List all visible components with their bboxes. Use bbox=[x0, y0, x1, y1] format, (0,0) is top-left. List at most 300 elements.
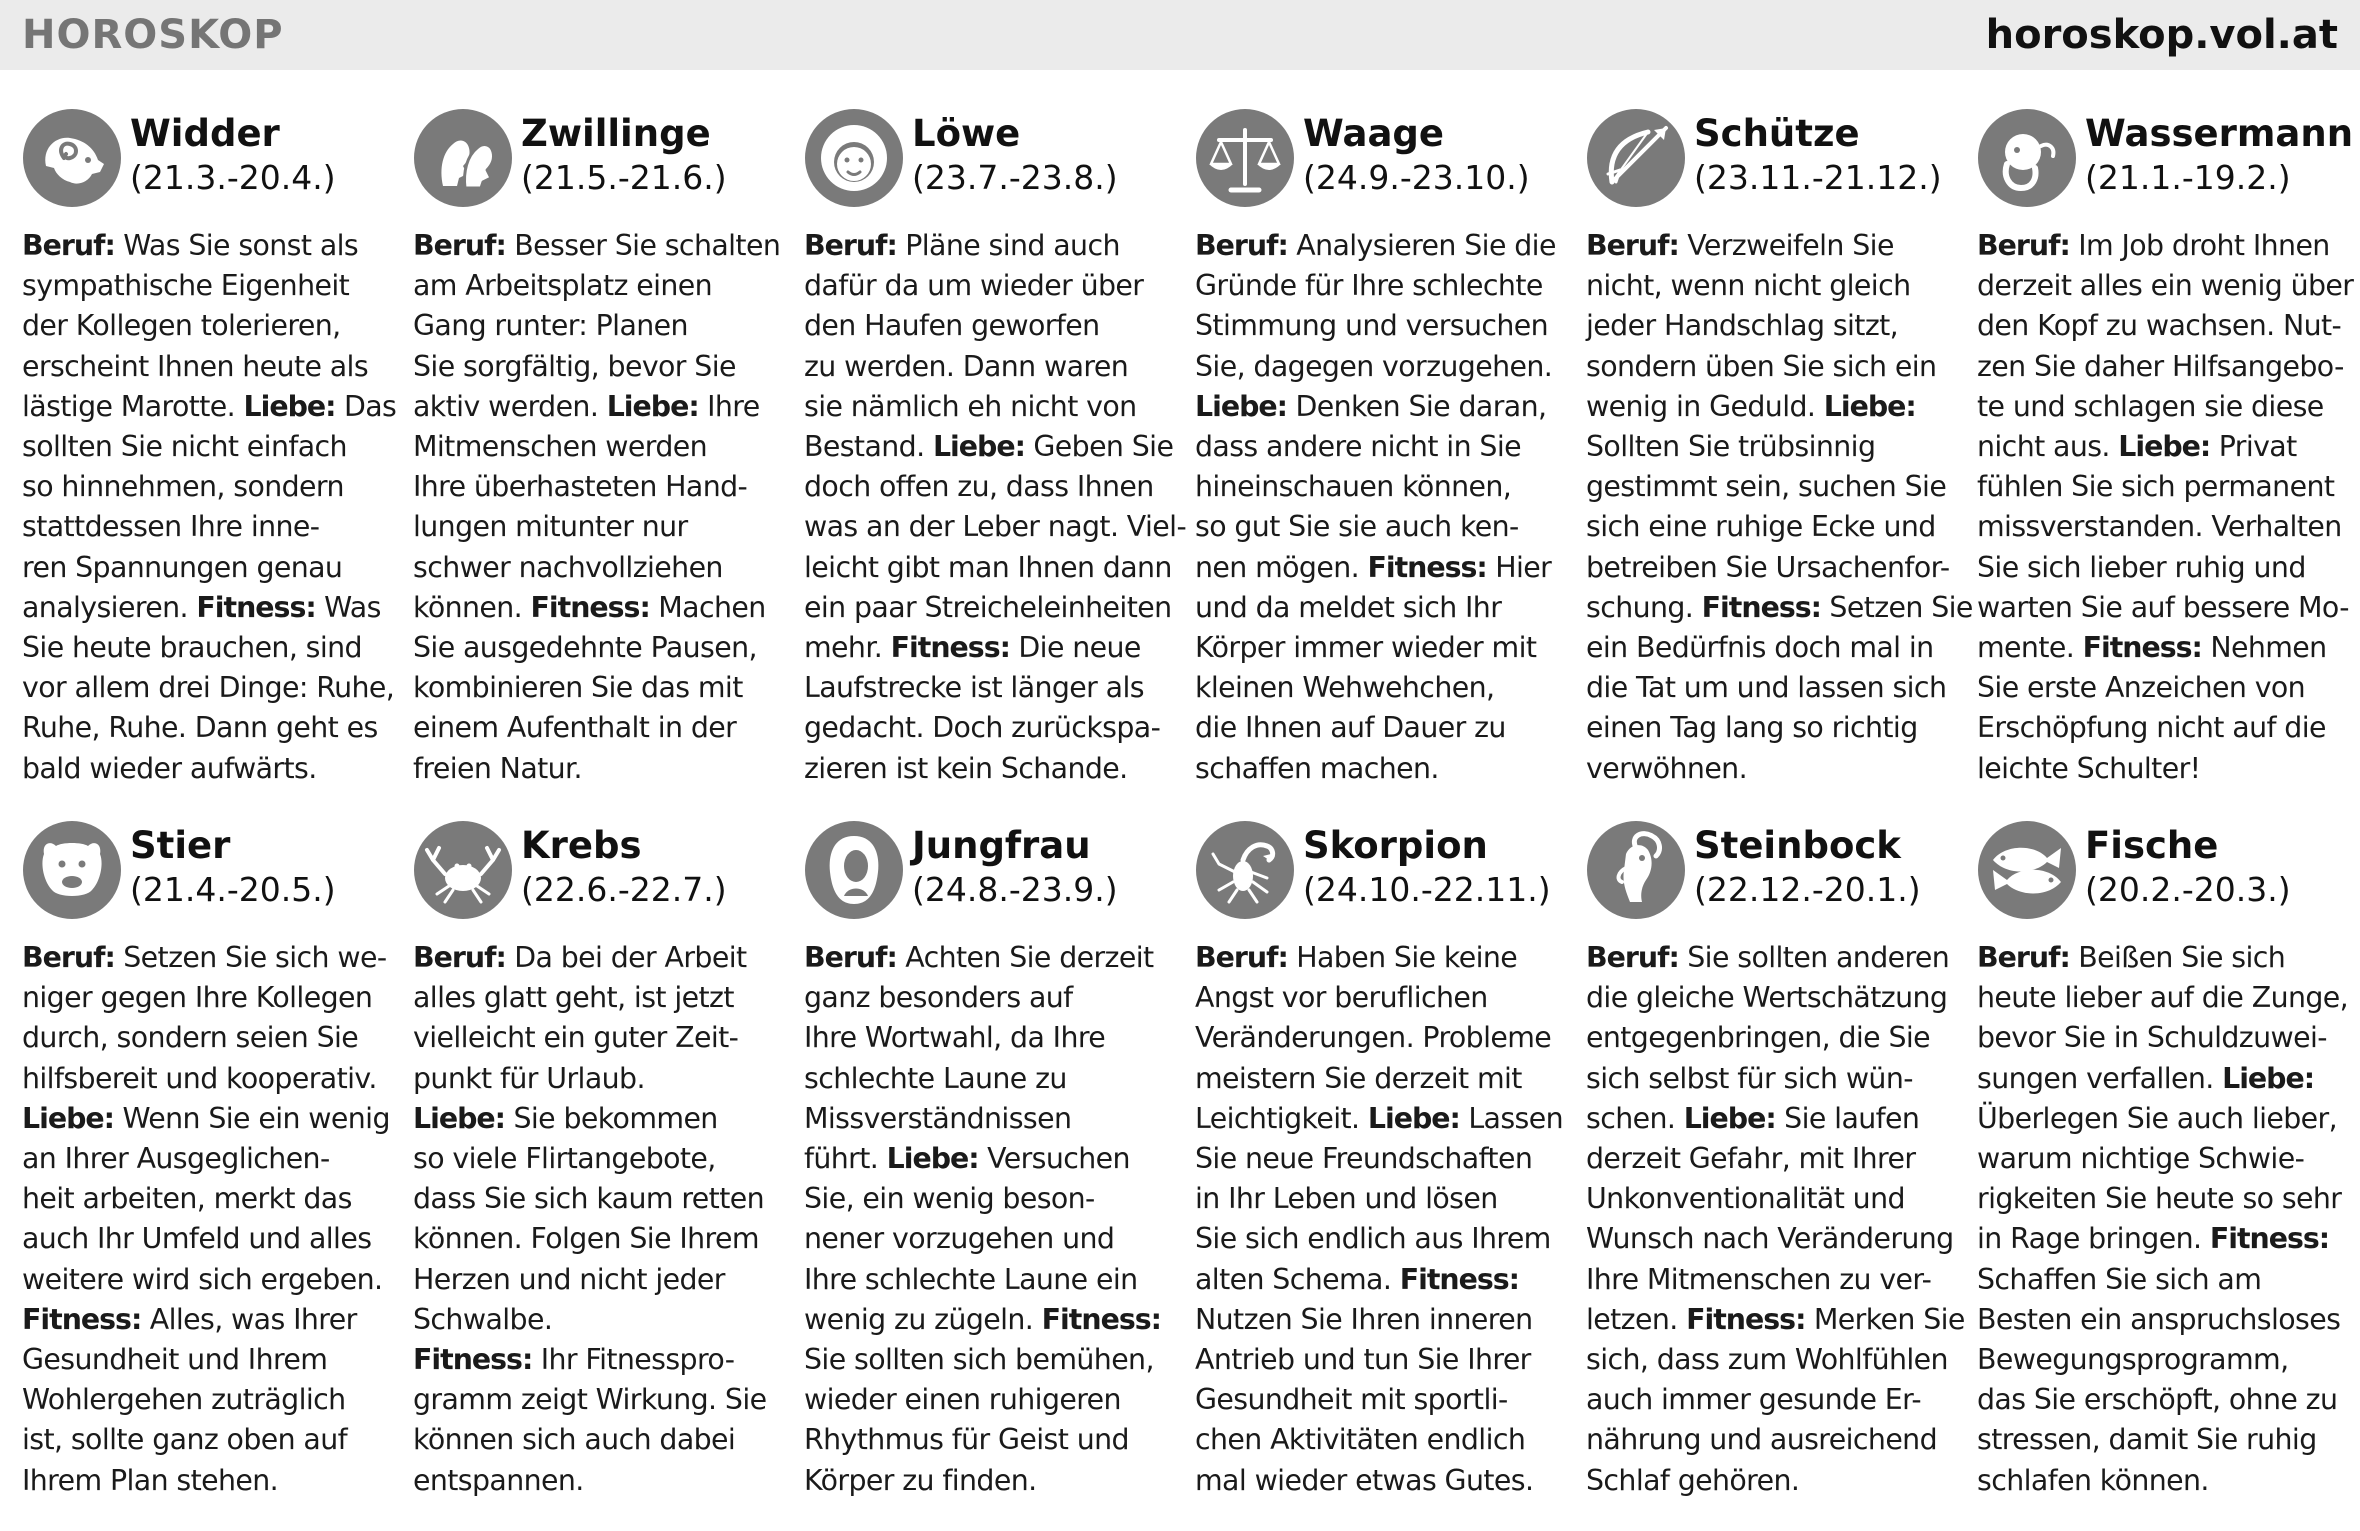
text-line bbox=[1977, 427, 2347, 467]
text-line bbox=[413, 1380, 783, 1420]
text-line bbox=[804, 749, 1174, 789]
card-header bbox=[1586, 820, 1956, 928]
body-text: Geben Sie bbox=[1024, 430, 1174, 464]
body-text: kleinen Wehwehchen, bbox=[1195, 671, 1495, 705]
text-line bbox=[1195, 266, 1565, 306]
body-text: Nehmen bbox=[2201, 631, 2327, 665]
text-line bbox=[22, 1179, 392, 1219]
text-line bbox=[1977, 708, 2347, 748]
text-line bbox=[1586, 1300, 1965, 1340]
text-line bbox=[804, 347, 1174, 387]
body-text: Gründe für Ihre schlechte bbox=[1195, 269, 1543, 303]
body-text: Beißen Sie sich bbox=[2069, 941, 2286, 974]
body-text: Wenn Sie ein wenig bbox=[114, 1101, 390, 1135]
body-text: Unkonventionalität und bbox=[1586, 1182, 1905, 1216]
text-line bbox=[1977, 1461, 2347, 1501]
text-line bbox=[1977, 1059, 2347, 1099]
text-line bbox=[804, 226, 1174, 266]
text-line bbox=[413, 467, 783, 507]
text-line bbox=[413, 588, 783, 628]
body-text: Denken Sie daran, bbox=[1287, 389, 1547, 423]
body-text: schung. bbox=[1586, 590, 1702, 624]
body-text: lästige Marotte. bbox=[22, 389, 244, 423]
body-text: betreiben Sie Ursachenfor- bbox=[1586, 550, 1950, 584]
body-text: Bestand. bbox=[804, 430, 933, 464]
text-line bbox=[413, 628, 783, 668]
text-line bbox=[413, 978, 783, 1018]
body-text: Stimmung und versuchen bbox=[1195, 309, 1549, 343]
category-label: Fitness: bbox=[1041, 1302, 1161, 1336]
text-line bbox=[1586, 1380, 1956, 1420]
text-line bbox=[22, 347, 392, 387]
text-line bbox=[22, 306, 392, 346]
horoscope-text bbox=[22, 938, 392, 1501]
text-line bbox=[1195, 1380, 1565, 1420]
body-text: ein paar Streicheleinheiten bbox=[804, 590, 1172, 624]
category-label: Beruf: bbox=[804, 941, 897, 974]
sign-date-range: (24.10.-22.11.) bbox=[1303, 870, 1551, 909]
category-label: Liebe: bbox=[1823, 389, 1916, 423]
text-line bbox=[1195, 628, 1565, 668]
text-line bbox=[22, 1300, 392, 1340]
sign-name: Steinbock bbox=[1694, 824, 1901, 867]
body-text: Sollten Sie trübsinnig bbox=[1586, 430, 1876, 464]
text-line bbox=[1195, 347, 1565, 387]
text-line bbox=[1195, 467, 1565, 507]
body-text: kombinieren Sie das mit bbox=[413, 671, 743, 705]
body-text: stressen, damit Sie ruhig bbox=[1977, 1423, 2317, 1457]
text-line bbox=[1586, 226, 1956, 266]
category-label: Beruf: bbox=[1586, 941, 1679, 974]
body-text: dass andere nicht in Sie bbox=[1195, 430, 1521, 464]
text-line bbox=[804, 1420, 1174, 1460]
text-line bbox=[804, 548, 1174, 588]
horoscope-grid bbox=[22, 108, 2352, 1530]
body-text: derzeit alles ein wenig über bbox=[1977, 269, 2354, 303]
sign-date-range: (22.12.-20.1.) bbox=[1694, 870, 1921, 909]
body-text: auch immer gesunde Er- bbox=[1586, 1383, 1922, 1417]
body-text: sich selbst für sich wün- bbox=[1586, 1061, 1913, 1095]
capricorn-goat-icon bbox=[1586, 820, 1686, 920]
page-header bbox=[0, 0, 2360, 70]
text-line bbox=[1195, 1059, 1565, 1099]
body-text: Sie laufen bbox=[1775, 1101, 1920, 1135]
cancer-crab-icon bbox=[413, 820, 513, 920]
body-text: Sie bekommen bbox=[505, 1101, 718, 1135]
horoscope-card-wassermann bbox=[1977, 108, 2354, 820]
text-line bbox=[804, 668, 1174, 708]
body-text: führt. bbox=[804, 1142, 887, 1176]
text-line bbox=[1586, 1139, 1956, 1179]
text-line bbox=[22, 749, 392, 789]
sign-date-range: (24.9.-23.10.) bbox=[1303, 158, 1530, 197]
horoscope-card-löwe bbox=[804, 108, 1187, 820]
body-text: fühlen Sie sich permanent bbox=[1977, 470, 2335, 504]
body-text: Erschöpfung nicht auf die bbox=[1977, 711, 2326, 745]
text-line bbox=[1195, 226, 1565, 266]
body-text: Sie erste Anzeichen von bbox=[1977, 671, 2306, 705]
horoscope-text bbox=[413, 938, 783, 1501]
body-text: letzen. bbox=[1586, 1302, 1687, 1336]
text-line bbox=[1977, 266, 2354, 306]
body-text: bald wieder aufwärts. bbox=[22, 751, 317, 785]
body-text: mehr. bbox=[804, 631, 891, 665]
body-text: sympathische Eigenheit bbox=[22, 269, 350, 303]
category-label: Liebe: bbox=[2222, 1061, 2315, 1095]
card-header bbox=[22, 108, 392, 216]
body-text: alles glatt geht, ist jetzt bbox=[413, 981, 734, 1015]
text-line bbox=[804, 1219, 1174, 1259]
body-text: Machen bbox=[649, 590, 766, 624]
text-line bbox=[1586, 978, 1956, 1018]
body-text: chen Aktivitäten endlich bbox=[1195, 1423, 1526, 1457]
sign-name: Jungfrau bbox=[912, 824, 1091, 867]
text-line bbox=[1977, 1260, 2347, 1300]
text-line bbox=[1586, 427, 1956, 467]
sign-name: Wassermann bbox=[2085, 112, 2354, 155]
body-text: wenig in Geduld. bbox=[1586, 389, 1824, 423]
text-line bbox=[804, 628, 1174, 668]
text-line bbox=[1586, 708, 1956, 748]
sign-date-range: (23.7.-23.8.) bbox=[912, 158, 1118, 197]
category-label: Liebe: bbox=[886, 1142, 979, 1176]
category-label: Liebe: bbox=[2118, 430, 2211, 464]
body-text: Sie sollten sich bemühen, bbox=[804, 1343, 1154, 1377]
horoscope-text bbox=[804, 938, 1174, 1501]
text-line bbox=[22, 387, 397, 427]
text-line bbox=[22, 467, 392, 507]
body-text: Schlaf gehören. bbox=[1586, 1463, 1800, 1497]
leo-lion-icon bbox=[804, 108, 904, 208]
sign-name: Stier bbox=[130, 824, 231, 867]
text-line bbox=[413, 347, 783, 387]
card-header bbox=[1195, 820, 1565, 928]
text-line bbox=[22, 1059, 392, 1099]
body-text: Das bbox=[335, 389, 397, 423]
body-text: Ihre bbox=[698, 389, 760, 423]
text-line bbox=[1977, 1300, 2347, 1340]
card-header bbox=[1977, 108, 2354, 216]
body-text: Hier bbox=[1486, 550, 1552, 584]
body-text: entgegenbringen, die Sie bbox=[1586, 1021, 1931, 1055]
site-url[interactable]: horoskop.vol.at bbox=[1985, 12, 2338, 58]
sign-date-range: (21.5.-21.6.) bbox=[521, 158, 727, 197]
text-line bbox=[1977, 668, 2347, 708]
body-text: können sich auch dabei bbox=[413, 1423, 736, 1457]
horoscope-text bbox=[1977, 938, 2347, 1501]
aries-ram-icon bbox=[22, 108, 122, 208]
body-text: bevor Sie in Schuldzuwei- bbox=[1977, 1021, 2327, 1055]
text-line bbox=[413, 1300, 783, 1340]
horoscope-card-jungfrau bbox=[804, 820, 1174, 1530]
text-line bbox=[1977, 548, 2347, 588]
body-text: vielleicht ein guter Zeit- bbox=[413, 1021, 739, 1055]
body-text: warten Sie auf bessere Mo- bbox=[1977, 590, 2349, 624]
text-line bbox=[804, 467, 1174, 507]
body-text: heute lieber auf die Zunge, bbox=[1977, 981, 2349, 1015]
body-text: Ihrem Plan stehen. bbox=[22, 1463, 279, 1497]
horoscope-text bbox=[804, 226, 1187, 789]
text-line bbox=[1977, 588, 2347, 628]
body-text: Veränderungen. Probleme bbox=[1195, 1021, 1552, 1055]
body-text: erscheint Ihnen heute als bbox=[22, 349, 369, 383]
body-text: Antrieb und tun Sie Ihrer bbox=[1195, 1343, 1531, 1377]
horoscope-text bbox=[413, 226, 783, 789]
text-line bbox=[804, 1179, 1174, 1219]
body-text: Haben Sie keine bbox=[1287, 941, 1518, 974]
text-line bbox=[804, 507, 1187, 547]
body-text: Gesundheit und Ihrem bbox=[22, 1343, 328, 1377]
body-text: Sie sich lieber ruhig und bbox=[1977, 550, 2306, 584]
text-line bbox=[1195, 1179, 1565, 1219]
body-text: den Kopf zu wachsen. Nut- bbox=[1977, 309, 2342, 343]
text-line bbox=[413, 1340, 783, 1380]
body-text: die Tat um und lassen sich bbox=[1586, 671, 1947, 705]
body-text: heit arbeiten, merkt das bbox=[22, 1182, 352, 1216]
text-line bbox=[22, 507, 392, 547]
horoscope-text bbox=[22, 226, 397, 789]
text-line bbox=[1586, 1219, 1956, 1259]
text-line bbox=[1195, 1461, 1565, 1501]
horoscope-text bbox=[1586, 938, 1965, 1501]
horoscope-card-waage bbox=[1195, 108, 1565, 820]
category-label: Fitness: bbox=[1367, 550, 1487, 584]
body-text: das Sie erschöpft, ohne zu bbox=[1977, 1383, 2338, 1417]
horoscope-text bbox=[1977, 226, 2354, 789]
body-text: nicht aus. bbox=[1977, 430, 2119, 464]
body-text: einen Tag lang so richtig bbox=[1586, 711, 1918, 745]
body-text: Wunsch nach Veränderung bbox=[1586, 1222, 1954, 1256]
sign-name: Skorpion bbox=[1303, 824, 1488, 867]
text-line bbox=[804, 1260, 1174, 1300]
text-line bbox=[22, 1260, 392, 1300]
sign-date-range: (24.8.-23.9.) bbox=[912, 870, 1118, 909]
text-line bbox=[804, 588, 1174, 628]
text-line bbox=[1586, 588, 1973, 628]
text-line bbox=[22, 1461, 392, 1501]
body-text: nen mögen. bbox=[1195, 550, 1368, 584]
category-label: Liebe: bbox=[413, 1101, 506, 1135]
text-line bbox=[22, 668, 395, 708]
body-text: in Ihr Leben und lösen bbox=[1195, 1182, 1498, 1216]
gemini-twins-icon bbox=[413, 108, 513, 208]
body-text: Gang runter: Planen bbox=[413, 309, 688, 343]
text-line bbox=[22, 1340, 392, 1380]
text-line bbox=[413, 1099, 783, 1139]
body-text: nährung und ausreichend bbox=[1586, 1423, 1937, 1457]
text-line bbox=[413, 226, 783, 266]
text-line bbox=[1195, 1300, 1565, 1340]
body-text: können. Folgen Sie Ihrem bbox=[413, 1222, 759, 1256]
text-line bbox=[1586, 507, 1956, 547]
category-label: Beruf: bbox=[804, 229, 897, 262]
virgo-maiden-icon bbox=[804, 820, 904, 920]
body-text: den Haufen geworfen bbox=[804, 309, 1100, 343]
sign-date-range: (21.4.-20.5.) bbox=[130, 870, 336, 909]
body-text: Was Sie sonst als bbox=[114, 229, 359, 262]
category-label: Beruf: bbox=[22, 229, 115, 262]
text-line bbox=[413, 708, 783, 748]
text-line bbox=[22, 1018, 392, 1058]
text-line bbox=[22, 548, 392, 588]
horoscope-card-krebs bbox=[413, 820, 783, 1530]
category-label: Fitness: bbox=[1399, 1262, 1520, 1296]
body-text: doch offen zu, dass Ihnen bbox=[804, 470, 1154, 504]
text-line bbox=[1977, 1340, 2347, 1380]
body-text: Wohlergehen zuträglich bbox=[22, 1383, 346, 1417]
body-text: ganz besonders auf bbox=[804, 981, 1073, 1015]
body-text: warum nichtige Schwie- bbox=[1977, 1142, 2305, 1176]
body-text: Setzen Sie sich we- bbox=[114, 941, 387, 974]
category-label: Fitness: bbox=[1686, 1302, 1806, 1336]
category-label: Beruf: bbox=[1586, 229, 1679, 262]
text-line bbox=[1977, 1099, 2347, 1139]
body-text: aktiv werden. bbox=[413, 389, 607, 423]
body-text: Was bbox=[315, 590, 381, 624]
body-text: Privat bbox=[2210, 430, 2297, 464]
text-line bbox=[1195, 1219, 1565, 1259]
text-line bbox=[413, 1059, 783, 1099]
text-line bbox=[1195, 1018, 1565, 1058]
text-line bbox=[22, 938, 392, 978]
body-text: in Rage bringen. bbox=[1977, 1222, 2210, 1256]
body-text: hilfsbereit und kooperativ. bbox=[22, 1061, 377, 1095]
body-text: wieder einen ruhigeren bbox=[804, 1383, 1121, 1417]
category-label: Liebe: bbox=[606, 389, 699, 423]
text-line bbox=[804, 1380, 1174, 1420]
text-line bbox=[804, 1099, 1174, 1139]
category-label: Fitness: bbox=[530, 590, 650, 624]
text-line bbox=[1195, 306, 1565, 346]
body-text: Ihre schlechte Laune ein bbox=[804, 1262, 1138, 1296]
text-line bbox=[1195, 749, 1565, 789]
category-label: Beruf: bbox=[413, 941, 506, 974]
body-text: Mitmenschen werden bbox=[413, 430, 708, 464]
body-text: Schwalbe. bbox=[413, 1302, 553, 1336]
body-text: Rhythmus für Geist und bbox=[804, 1423, 1129, 1457]
text-line bbox=[413, 749, 783, 789]
sign-name: Fische bbox=[2085, 824, 2219, 867]
text-line bbox=[22, 1380, 392, 1420]
horoscope-card-steinbock bbox=[1586, 820, 1965, 1530]
text-line bbox=[1195, 938, 1565, 978]
body-text: Sie, ein wenig beson- bbox=[804, 1182, 1095, 1216]
text-line bbox=[22, 588, 392, 628]
text-line bbox=[1977, 306, 2347, 346]
body-text: Analysieren Sie die bbox=[1287, 229, 1556, 262]
libra-scales-icon bbox=[1195, 108, 1295, 208]
category-label: Fitness: bbox=[2082, 631, 2202, 665]
text-line bbox=[1977, 347, 2347, 387]
text-line bbox=[1195, 1139, 1565, 1179]
body-text: lungen mitunter nur bbox=[413, 510, 688, 544]
text-line bbox=[804, 1059, 1174, 1099]
text-line bbox=[1195, 978, 1565, 1018]
body-text: der Kollegen tolerieren, bbox=[22, 309, 341, 343]
category-label: Beruf: bbox=[1977, 229, 2070, 262]
body-text: alten Schema. bbox=[1195, 1262, 1400, 1296]
body-text: Sie sollten anderen bbox=[1678, 941, 1950, 974]
body-text: mente. bbox=[1977, 631, 2083, 665]
text-line bbox=[1977, 1219, 2347, 1259]
text-line bbox=[22, 708, 392, 748]
text-line bbox=[1586, 387, 1956, 427]
body-text: Herzen und nicht jeder bbox=[413, 1262, 725, 1296]
category-label: Fitness: bbox=[413, 1343, 533, 1377]
body-text: zen Sie daher Hilfsangebo- bbox=[1977, 349, 2344, 383]
card-header bbox=[413, 108, 783, 216]
horoscope-card-schütze bbox=[1586, 108, 1973, 820]
text-line bbox=[1977, 1018, 2347, 1058]
text-line bbox=[22, 1219, 392, 1259]
sagittarius-bow-icon bbox=[1586, 108, 1686, 208]
text-line bbox=[1977, 226, 2347, 266]
body-text: niger gegen Ihre Kollegen bbox=[22, 981, 373, 1015]
body-text: Körper immer wieder mit bbox=[1195, 631, 1537, 665]
body-text: derzeit Gefahr, mit Ihrer bbox=[1586, 1142, 1916, 1176]
body-text: hineinschauen können, bbox=[1195, 470, 1512, 504]
body-text: weitere wird sich ergeben. bbox=[22, 1262, 383, 1296]
category-label: Fitness: bbox=[196, 590, 316, 624]
text-line bbox=[413, 1260, 783, 1300]
category-label: Beruf: bbox=[22, 941, 115, 974]
horoscope-card-widder bbox=[22, 108, 397, 820]
text-line bbox=[804, 306, 1174, 346]
card-header bbox=[1977, 820, 2347, 928]
body-text: die Ihnen auf Dauer zu bbox=[1195, 711, 1506, 745]
body-text: auch Ihr Umfeld und alles bbox=[22, 1222, 372, 1256]
body-text: schaffen machen. bbox=[1195, 751, 1439, 785]
text-line bbox=[1977, 1420, 2347, 1460]
body-text: Besten ein anspruchsloses bbox=[1977, 1302, 2341, 1336]
horoscope-card-stier bbox=[22, 820, 392, 1530]
text-line bbox=[1586, 1260, 1956, 1300]
body-text: entspannen. bbox=[413, 1463, 584, 1497]
text-line bbox=[413, 387, 783, 427]
text-line bbox=[22, 226, 392, 266]
text-line bbox=[1195, 588, 1565, 628]
body-text: stattdessen Ihre inne- bbox=[22, 510, 320, 544]
pisces-fish-icon bbox=[1977, 820, 2077, 920]
body-text: Gesundheit mit sportli- bbox=[1195, 1383, 1508, 1417]
text-line bbox=[1195, 387, 1565, 427]
body-text: sich eine ruhige Ecke und bbox=[1586, 510, 1936, 544]
taurus-bull-icon bbox=[22, 820, 122, 920]
body-text: punkt für Urlaub. bbox=[413, 1061, 645, 1095]
text-line bbox=[804, 266, 1174, 306]
body-text: ren Spannungen genau bbox=[22, 550, 343, 584]
sign-name: Zwillinge bbox=[521, 112, 711, 155]
horoscope-card-skorpion bbox=[1195, 820, 1565, 1530]
text-line bbox=[1586, 668, 1956, 708]
body-text: dass Sie sich kaum retten bbox=[413, 1182, 764, 1216]
body-text: missverstanden. Verhalten bbox=[1977, 510, 2342, 544]
body-text: Pläne sind auch bbox=[896, 229, 1120, 262]
body-text: durch, sondern seien Sie bbox=[22, 1021, 359, 1055]
text-line bbox=[1977, 749, 2347, 789]
body-text: Sie ausgedehnte Pausen, bbox=[413, 631, 757, 665]
sign-date-range: (21.1.-19.2.) bbox=[2085, 158, 2291, 197]
body-text: was an der Leber nagt. Viel- bbox=[804, 510, 1187, 544]
category-label: Fitness: bbox=[1701, 590, 1821, 624]
text-line bbox=[1195, 1260, 1565, 1300]
text-line bbox=[1977, 978, 2347, 1018]
text-line bbox=[413, 427, 783, 467]
body-text: am Arbeitsplatz einen bbox=[413, 269, 713, 303]
horoscope-text bbox=[1195, 226, 1565, 789]
text-line bbox=[1977, 507, 2347, 547]
body-text: Ihre Wortwahl, da Ihre bbox=[804, 1021, 1106, 1055]
